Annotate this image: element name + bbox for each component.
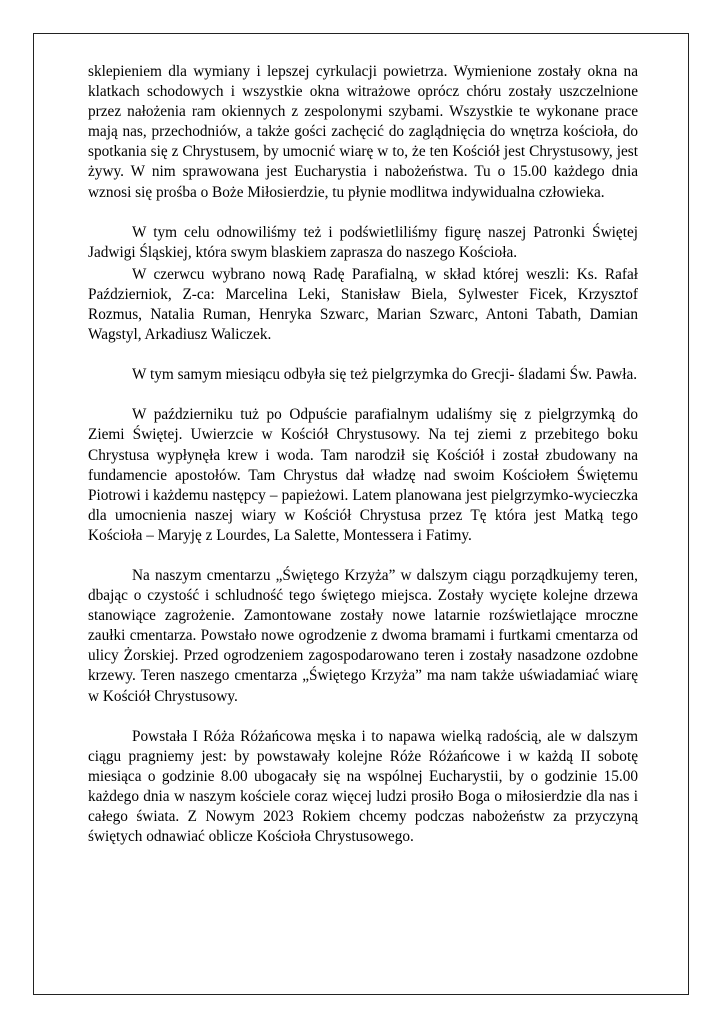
paragraph-holy-land-pilgrimage: W październiku tuż po Odpuście parafialnym udaliśmy się z pielgrzymką do Ziemi Świętej. Uwierzcie w Kościół Chrystusowy. Na tej ziemi z przebitego boku Chrystusa wypłynęła krew i woda. Tam narodził się Kościół i został zbudowany na fundamencie apostołów. Tam Chrystus dał władzę nad swoim Kościołem Świętemu Piotrowi i każdemu następcy – papieżowi. Latem planowana jest pielgrzymko-wycieczka dla umocnienia naszej wiary w Kościół Chrystusa przez Tę która jest Matką tego Kościoła – Maryję z Lourdes, La Salette, Montessera i Fatimy. xyxy=(88,406,638,544)
paragraph-cemetery: Na naszym cmentarzu „Świętego Krzyża” w dalszym ciągu porządkujemy teren, dbając o czystość i schludność tego świętego miejsca. Zostały wycięte kolejne drzewa stanowiące zagrożenie. Zamontowane zostały nowe latarnie rozświetlające mroczne zaułki cmentarza. Powstało nowe ogrodzenie z dwoma bramami i furtkami cmentarza od ulicy Żorskiej. Przed ogrodzeniem zagospodarowano teren i zostały nasadzone ozdobne krzewy. Teren naszego cmentarza „Świętego Krzyża” ma nam także uświadamiać wiarę w Kościół Chrystusowy. xyxy=(88,566,638,705)
paragraph-renovation: sklepieniem dla wymiany i lepszej cyrkulacji powietrza. Wymienione zostały okna na klatkach schodowych i wszystkie okna witrażowe oprócz chóru zostały uszczelnione przez nałożenia ram okiennych z zespolonymi szybami. Wszystkie te wykonane prace mają nas, przechodniów, a także gości zachęcić do zaglądnięcia do wnętrza kościoła, do spotkania się z Chrystusem, by umocnić wiarę w to, że ten Kościół jest Chrystusowy, jest żywy. W nim sprawowana jest Eucharystia i nabożeństwa. Tu o 15.00 każdego dnia wznosi się prośba o Boże Miłosierdzie, tu płynie modlitwa indywidualna człowieka. xyxy=(88,63,638,201)
paragraph-parish-council: W czerwcu wybrano nową Radę Parafialną, w skład której weszli: Ks. Rafał Październiok, Z-ca: Marcelina Leki, Stanisław Biela, Sylwester Ficek, Krzysztof Rozmus, Natalia Ruman, Henryka Szwarc, Marian Szwarc, Antoni Tabath, Damian Wagstyl, Arkadiusz Waliczek. xyxy=(88,265,638,344)
paragraph-rosary: Powstała I Róża Różańcowa męska i to napawa wielką radością, ale w dalszym ciągu pragniemy jest: by powstawały kolejne Róże Różańcowe i w każdą II sobotę miesiąca o godzinie 8.00 ubogacały się na wspólnej Eucharystii, by o godzinie 15.00 każdego dnia w naszym kościele coraz więcej ludzi prosiło Boga o miłosierdzie dla nas i całego świata. Z Nowym 2023 Rokiem chcemy podczas nabożeństw za przyczyną świętych odnawiać oblicze Kościoła Chrystusowego. xyxy=(88,727,638,846)
document-body xyxy=(88,62,638,847)
paragraph-patron-figure: W tym celu odnowiliśmy też i podświetliliśmy figurę naszej Patronki Świętej Jadwigi Śląskiej, która swym blaskiem zaprasza do naszego Kościoła. xyxy=(88,223,638,261)
paragraph-greece-pilgrimage: W tym samym miesiącu odbyła się też pielgrzymka do Grecji- śladami Św. Pawła. xyxy=(132,366,638,384)
